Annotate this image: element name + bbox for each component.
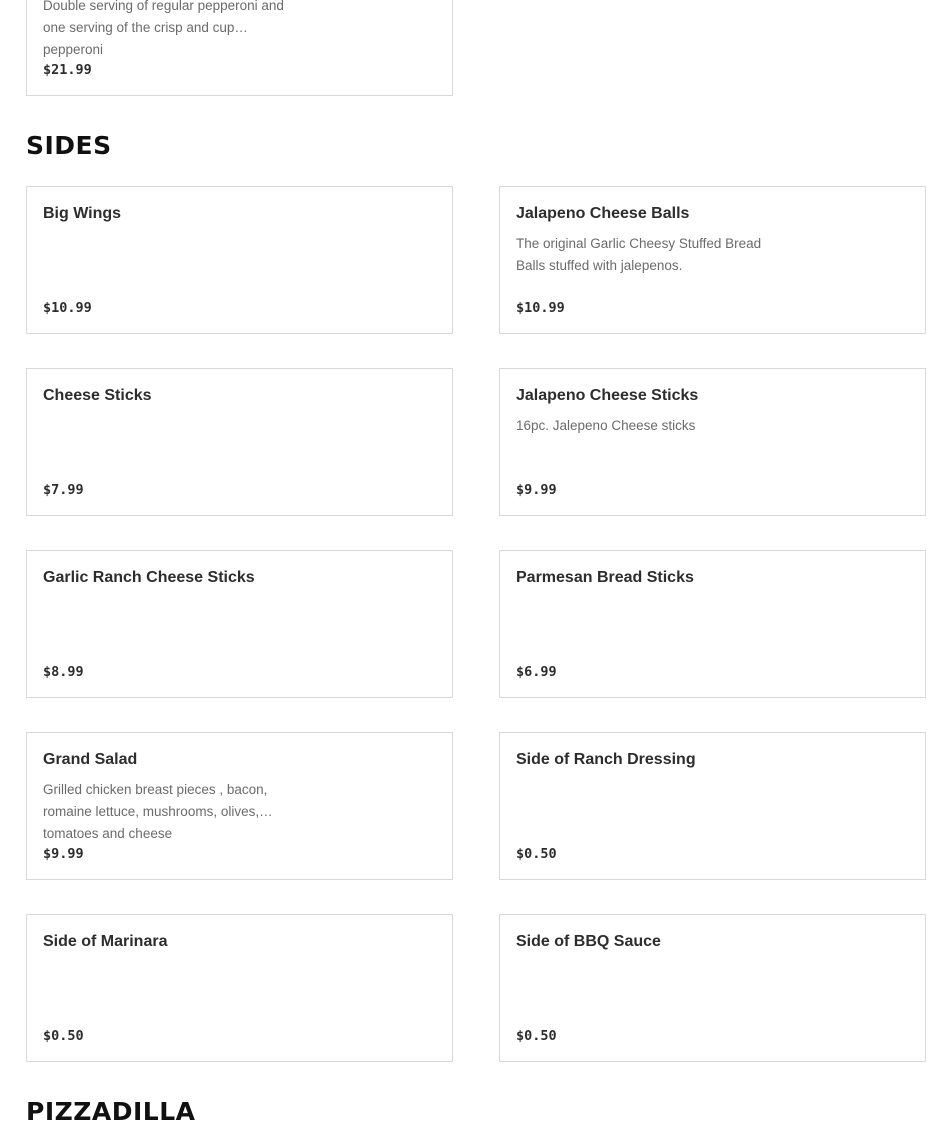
menu-item-card-garlic-ranch-cheese-sticks[interactable] (26, 550, 453, 698)
menu-item-card[interactable] (26, 0, 453, 96)
menu-item-card-jalapeno-cheese-balls[interactable] (499, 186, 926, 334)
menu-item-description: The original Garlic Cheesy Stuffed Bread Balls stuffed with jalepenos. (516, 236, 762, 273)
menu-item-name: Jalapeno Cheese Balls (516, 205, 690, 222)
section-title-pizzadilla: PIZZADILLA (26, 1097, 196, 1126)
section-title-sides: SIDES (26, 131, 112, 160)
menu-item-name: Parmesan Bread Sticks (516, 569, 694, 586)
menu-item-price: $10.99 (43, 300, 92, 316)
menu-item-description: Grilled chicken breast pieces , bacon, romaine lettuce, mushrooms, olives, tomatoes and cheese (43, 782, 268, 841)
menu-item-card-big-wings[interactable] (26, 186, 453, 334)
menu-item-name: Side of BBQ Sauce (516, 933, 661, 950)
menu-item-card-grand-salad[interactable] (26, 732, 453, 880)
menu-item-price: $0.50 (516, 1028, 557, 1044)
menu-item-description: Double serving of regular pepperoni and one serving of the crisp and cup pepperoni (43, 0, 284, 57)
menu-item-price: $6.99 (516, 664, 557, 680)
menu-item-price: $0.50 (43, 1028, 84, 1044)
menu-item-price: $9.99 (516, 482, 557, 498)
menu-item-name: Jalapeno Cheese Sticks (516, 387, 699, 404)
menu-item-card-parmesan-bread-sticks[interactable] (499, 550, 926, 698)
menu-item-name: Big Wings (43, 205, 122, 222)
menu-item-price: $7.99 (43, 482, 84, 498)
menu-item-card-jalapeno-cheese-sticks[interactable] (499, 368, 926, 516)
menu-item-name: Side of Marinara (43, 933, 168, 950)
menu-item-name: Garlic Ranch Cheese Sticks (43, 569, 255, 586)
menu-item-price: $8.99 (43, 664, 84, 680)
menu-item-card-side-of-bbq-sauce[interactable] (499, 914, 926, 1062)
menu-item-card-side-of-marinara[interactable] (26, 914, 453, 1062)
menu-item-price: $10.99 (516, 300, 565, 316)
menu-item-description: 16pc. Jalepeno Cheese sticks (516, 418, 696, 433)
menu-item-price: $21.99 (43, 62, 92, 78)
menu-item-name: Cheese Sticks (43, 387, 152, 404)
menu-item-name: Side of Ranch Dressing (516, 751, 696, 768)
menu-item-card-side-of-ranch-dressing[interactable] (499, 732, 926, 880)
menu-item-card-cheese-sticks[interactable] (26, 368, 453, 516)
menu-item-price: $0.50 (516, 846, 557, 862)
menu-item-name: Grand Salad (43, 751, 138, 768)
menu-item-price: $9.99 (43, 846, 84, 862)
